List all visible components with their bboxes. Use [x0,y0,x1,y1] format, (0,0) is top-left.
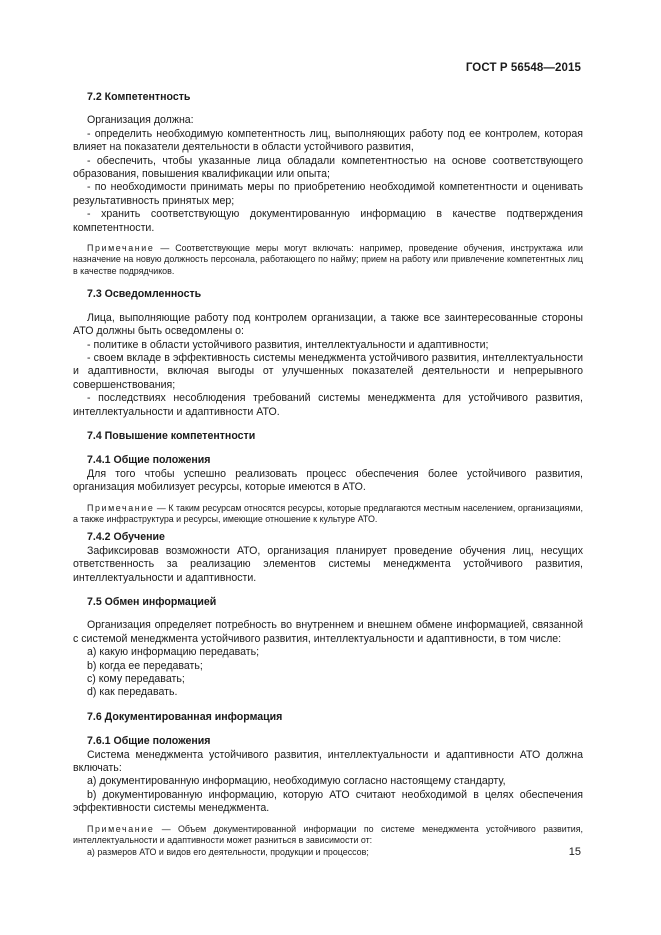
note-text: — Соответствующие меры могут включать: например, проведение обучения, инструктажа или назначение на новую должность персонала, работающего по найму; прием на работу или привлечение компетентных лиц в качестве подрядчиков. [73,243,583,276]
section-7-5-intro: Организация определяет потребность во внутреннем и внешнем обмене информацией, связанной с системой менеджмента устойчивого развития, интеллектуальности и адаптивности, в том числе: [73,619,583,645]
note-7-4-1 [73,503,583,526]
list-item: - хранить соответствующую документированную информацию в качестве подтверждения компетентности. [73,208,583,234]
note-label: Примечание [87,823,155,834]
section-7-3-title: 7.3 Осведомленность [87,288,202,301]
section-7-4-1-text: Для того чтобы успешно реализовать процесс обеспечения более устойчивого развития, организация мобилизует ресурсы, которые имеются в АТО. [73,467,583,494]
note-text: — К таким ресурсам относятся ресурсы, которые предлагаются местным населением, организациями, а также инфраструктура и ресурсы, имеющие отношение к культуре АТО. [73,502,583,524]
list-item: a) документированную информацию, необходимую согласно настоящему стандарту, [87,775,506,788]
note-7-2 [73,243,583,277]
document-header-id: ГОСТ Р 56548—2015 [465,62,581,74]
list-item: - по необходимости принимать меры по приобретению необходимой компетентности и оценивать результативность принятых мер; [73,181,583,207]
section-7-4-2-title: 7.4.2 Обучение [87,531,165,544]
list-item: b) когда ее передавать; [87,659,203,672]
section-7-2-intro: Организация должна: [87,114,194,127]
list-item: d) как передавать. [87,686,178,699]
list-item: - политике в области устойчивого развития, интеллектуальности и адаптивности; [87,338,489,351]
section-7-4-1-title: 7.4.1 Общие положения [87,454,211,467]
section-7-2-title: 7.2 Компетентность [87,91,191,103]
note-7-6-1 [73,824,583,847]
note-label: Примечание [87,502,155,513]
section-7-6-1-intro: Система менеджмента устойчивого развития, интеллектуальности и адаптивности АТО должна включать: [73,748,583,775]
page-content [73,91,583,858]
list-item: - своем вкладе в эффективность системы менеджмента устойчивого развития, интеллектуальности и адаптивности, включая выгоды от улучшенных показателей деятельности и непрерывного совершенствования; [73,351,583,391]
list-item: - последствиях несоблюдения требований системы менеджмента для устойчивого развития, интеллектуальности и адаптивности АТО. [73,392,583,418]
note-list-item: а) размеров АТО и видов его деятельности, продукции и процессов; [87,846,369,857]
section-7-6-1-title: 7.6.1 Общие положения [87,735,211,748]
section-7-4-2-text: Зафиксировав возможности АТО, организация планирует проведение обучения лиц, несущих ответственность за реализацию элементов системы менеджмента устойчивого развития, интеллектуальности и адаптивности. [73,544,583,584]
list-item: a) какую информацию передавать; [87,646,260,659]
section-7-6-title: 7.6 Документированная информация [87,710,283,723]
list-item: - определить необходимую компетентность лиц, выполняющих работу под ее контролем, которая влияет на показатели деятельности в области устойчивого развития, [73,127,583,154]
note-text: — Объем документированной информации по системе менеджмента устойчивого развития, интеллектуальности и адаптивности может разниться в зависимости от: [73,823,583,846]
list-item: c) кому передавать; [87,673,185,686]
page-number: 15 [568,846,581,858]
list-item: b) документированную информацию, которую АТО считают необходимой в целях обеспечения эффективности системы менеджмента. [73,788,583,815]
note-label: Примечание [87,243,155,254]
section-7-3-intro: Лица, выполняющие работу под контролем организации, а также все заинтересованные стороны АТО должны быть осведомлены о: [73,311,583,338]
list-item: - обеспечить, чтобы указанные лица обладали компетентностью на основе соответствующего образования, повышения квалификации или опыта; [73,154,583,181]
section-7-5-title: 7.5 Обмен информацией [87,596,217,608]
section-7-4-title: 7.4 Повышение компетентности [87,429,256,442]
